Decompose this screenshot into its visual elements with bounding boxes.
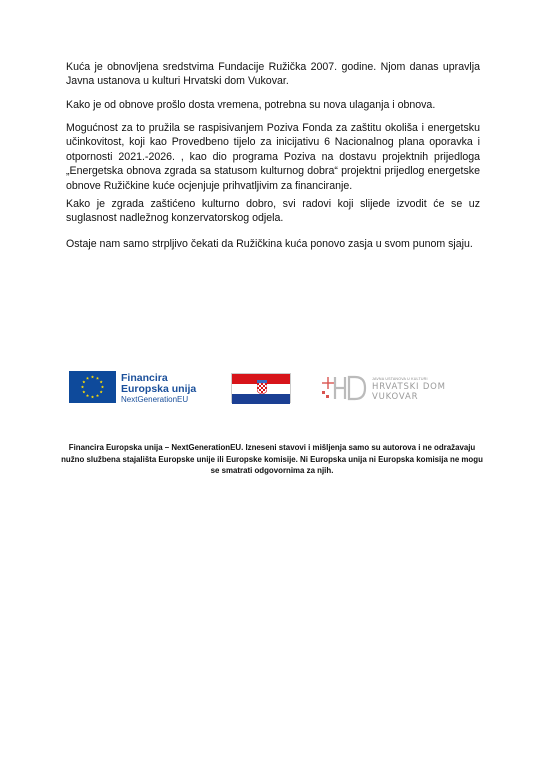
eu-funding-disclaimer: Financira Europska unija – NextGenerationEU. Izneseni stavovi i mišljenja samo su autorova i ne odražavaju nužno službena stajališta Europske unije ili Europske komisije. Ni Europska unija ni Europska komisija ne mogu se smatrati odgovornima za njih.	[61, 443, 483, 475]
hrvatski-dom-vukovar-logo	[318, 373, 448, 403]
paragraph-protected-heritage: Kako je zgrada zaštićeno kulturno dobro, svi radovi koji slijede izvodit će se uz suglasnost nadležnog konzervatorskog odjela.	[66, 198, 480, 225]
logo-strip	[0, 368, 544, 408]
eu-logo-line1: Financira	[121, 372, 168, 384]
hd-logo-small-text: JAVNA USTANOVA U KULTURI	[372, 377, 428, 381]
eu-logo-line3: NextGenerationEU	[121, 395, 189, 404]
eu-flag-icon	[69, 371, 116, 403]
croatian-coat-of-arms-icon	[257, 380, 267, 394]
paragraph-funding-opportunity: Mogućnost za to pružila se raspisivanjem Poziva Fonda za zaštitu okoliša i energetsku učinkovitost, koji kao Provedbeno tijelo za inicijativu 6 Nacionalnog plana oporavka i otpornosti 2021.-2026. , kao dio programa Poziva na dostavu projektnih prijedloga „Energetska obnova zgrada sa statusom kulturnog dobra“ projektni prijedlog energetske obnove Ružičkine kuće ocjenjuje prihvatljivim za financiranje.	[66, 122, 480, 192]
flag-stripe-blue	[232, 394, 290, 404]
paragraph-house-renovation: Kuća je obnovljena sredstvima Fundacije Ružička 2007. godine. Njom danas upravlja Javna ustanova u kulturi Hrvatski dom Vukovar.	[66, 61, 480, 88]
eu-logo-text	[121, 373, 196, 405]
hd-monogram-icon	[318, 373, 370, 403]
croatian-flag-icon	[231, 373, 291, 403]
paragraph-closing: Ostaje nam samo strpljivo čekati da Ružičkina kuća ponovo zasja u svom punom sjaju.	[66, 238, 473, 250]
eu-logo-line2: Europska unija	[121, 383, 197, 395]
hd-logo-line1: HRVATSKI DOM	[372, 382, 446, 392]
paragraph-new-investment-needed: Kako je od obnove prošlo dosta vremena, potrebna su nova ulaganja i obnova.	[66, 99, 436, 111]
hd-logo-line2: VUKOVAR	[372, 392, 419, 402]
eu-nextgeneration-logo	[69, 371, 197, 404]
